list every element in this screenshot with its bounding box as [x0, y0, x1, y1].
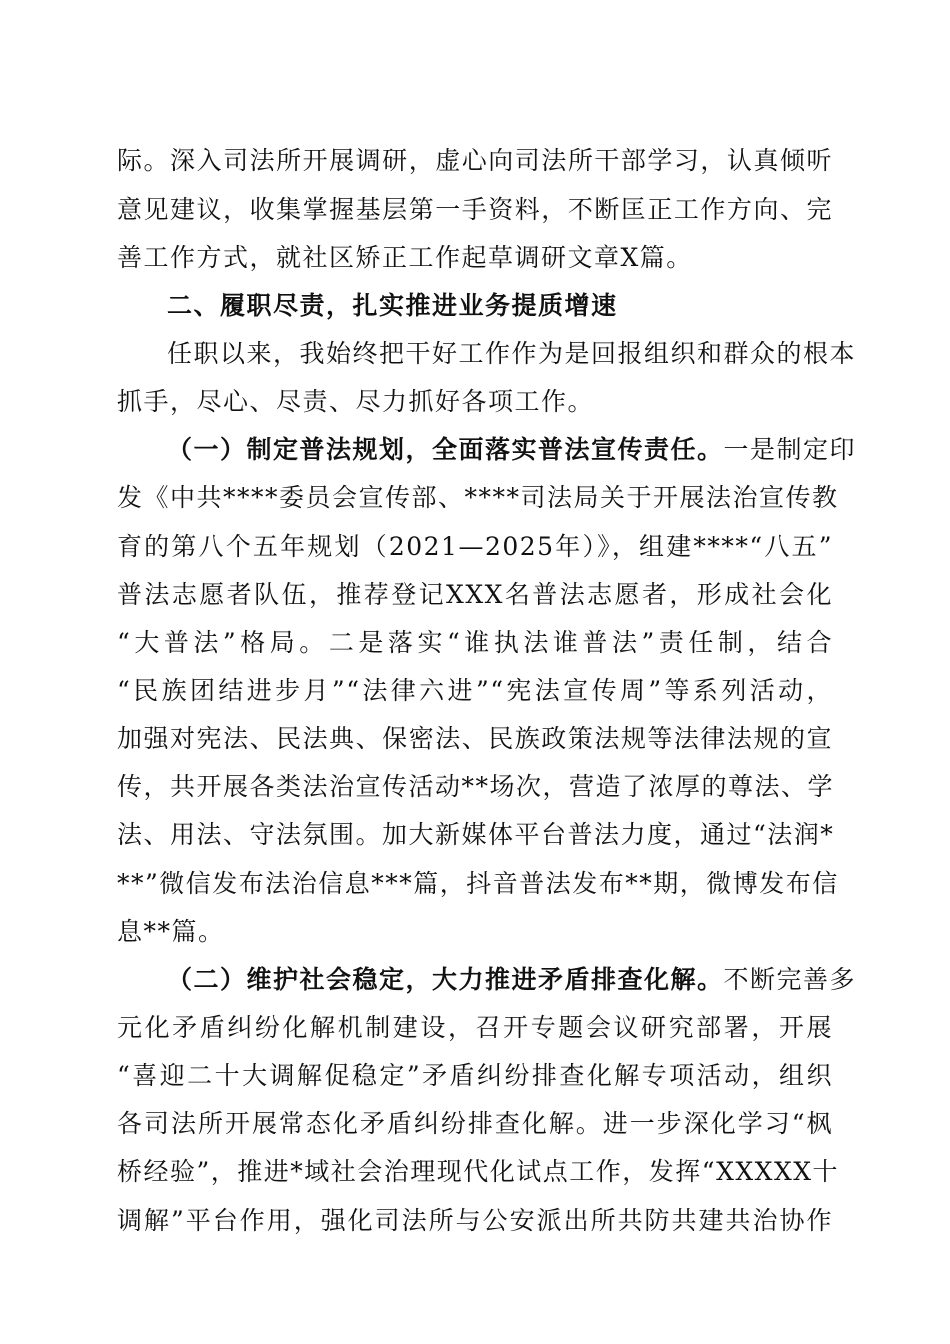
paragraph-line: 善工作方式，就社区矫正工作起草调研文章X篇。	[117, 243, 693, 272]
paragraph-line: 抓手，尽心、尽责、尽力抓好各项工作。	[117, 387, 595, 416]
subsection-heading: （一）制定普法规划，全面落实普法宣传责任。	[167, 435, 724, 464]
paragraph-line: 育的第八个五年规划（2021—2025年）》，组建****“八五”	[117, 532, 833, 561]
paragraph-text: 不断完善多	[723, 965, 857, 994]
paragraph-line: 法、用法、守法氛围。加大新媒体平台普法力度，通过“法润*	[117, 820, 835, 849]
paragraph-line: 元化矛盾纠纷化解机制建设，召开专题会议研究部署，开展	[117, 1013, 833, 1042]
paragraph-line: 际。深入司法所开展调研，虚心向司法所干部学习，认真倾听	[117, 146, 833, 175]
paragraph-line: 息**篇。	[117, 917, 225, 946]
paragraph-line: 发《中共****委员会宣传部、****司法局关于开展法治宣传教	[117, 483, 839, 512]
paragraph-line: 普法志愿者队伍，推荐登记XXX名普法志愿者，形成社会化	[117, 580, 833, 609]
paragraph-line	[167, 434, 883, 466]
paragraph-line: 任职以来，我始终把干好工作作为是回报组织和群众的根本	[167, 339, 857, 368]
subsection-heading: （二）维护社会稳定，大力推进矛盾排查化解。	[167, 965, 724, 994]
paragraph-line: “喜迎二十大调解促稳定”矛盾纠纷排查化解专项活动，组织	[117, 1061, 833, 1090]
paragraph-line: 传，共开展各类法治宣传活动**场次，营造了浓厚的尊法、学	[117, 772, 835, 801]
paragraph-line: 调解”平台作用，强化司法所与公安派出所共防共建共治协作	[117, 1206, 833, 1235]
paragraph-line: **”微信发布法治信息***篇，抖音普法发布**期，微博发布信	[117, 869, 839, 898]
paragraph-line: “民族团结进步月”“法律六进”“宪法宣传周”等系列活动，	[117, 676, 833, 705]
paragraph-line: 桥经验”，推进*域社会治理现代化试点工作，发挥“XXXXX十	[117, 1157, 840, 1186]
paragraph-line: 加强对宪法、民法典、保密法、民族政策法规等法律法规的宣	[117, 724, 833, 753]
paragraph-line: 意见建议，收集掌握基层第一手资料，不断匡正工作方向、完	[117, 195, 833, 224]
paragraph-text: 一是制定印	[723, 435, 857, 464]
paragraph-line: 各司法所开展常态化矛盾纠纷排查化解。进一步深化学习“枫	[117, 1109, 833, 1138]
paragraph-line	[167, 964, 883, 996]
section-heading: 二、履职尽责，扎实推进业务提质增速	[167, 291, 618, 320]
paragraph-line: “大普法”格局。二是落实“谁执法谁普法”责任制，结合	[117, 628, 833, 657]
